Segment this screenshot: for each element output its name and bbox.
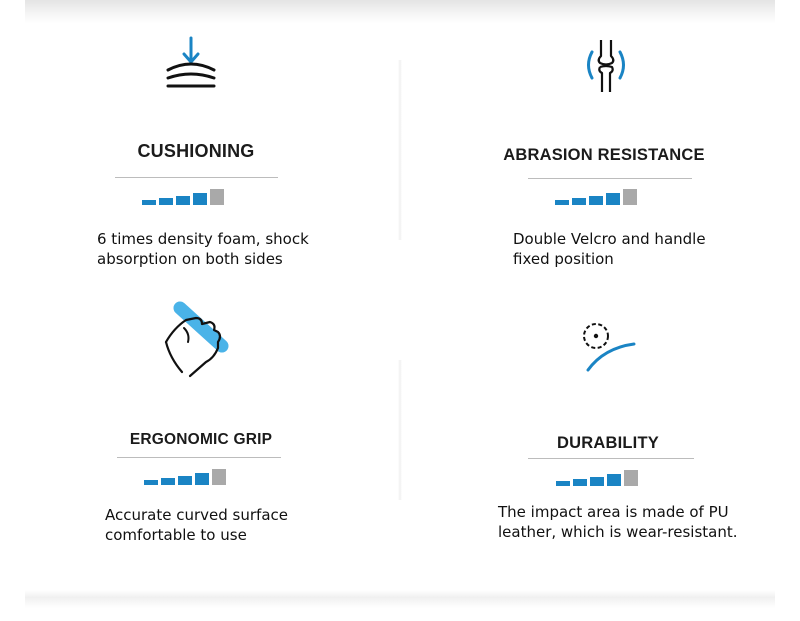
column-divider-bottom bbox=[398, 360, 402, 500]
rating-segment bbox=[144, 480, 158, 485]
rating-segment bbox=[193, 193, 207, 205]
rating-bar bbox=[555, 189, 637, 205]
bottom-shadow bbox=[25, 590, 775, 608]
description-line: 6 times density foam, shock bbox=[97, 230, 309, 248]
rating-segment bbox=[176, 196, 190, 205]
feature-description bbox=[105, 505, 288, 545]
description-line: comfortable to use bbox=[105, 526, 247, 544]
feature-title: CUSHIONING bbox=[137, 141, 255, 161]
description-line: absorption on both sides bbox=[97, 250, 283, 268]
joint-protection-icon bbox=[583, 36, 629, 94]
description-line: fixed position bbox=[513, 250, 614, 268]
feature-description bbox=[513, 229, 706, 269]
hand-grip-icon bbox=[160, 298, 232, 382]
rating-segment bbox=[178, 476, 192, 485]
rating-segment bbox=[572, 198, 586, 205]
top-shadow bbox=[25, 0, 775, 24]
rating-segment bbox=[623, 189, 637, 205]
rating-segment bbox=[195, 473, 209, 485]
feature-description bbox=[498, 502, 738, 542]
rating-bar bbox=[144, 469, 226, 485]
title-underline bbox=[117, 457, 281, 458]
description-line: Double Velcro and handle bbox=[513, 230, 706, 248]
rating-segment bbox=[556, 481, 570, 486]
rating-bar bbox=[556, 470, 638, 486]
feature-title: DURABILITY bbox=[557, 434, 659, 452]
description-line: leather, which is wear-resistant. bbox=[498, 523, 738, 541]
rating-segment bbox=[624, 470, 638, 486]
rating-segment bbox=[607, 474, 621, 486]
rating-segment bbox=[589, 196, 603, 205]
durability-impact-icon bbox=[578, 318, 638, 374]
rating-segment bbox=[590, 477, 604, 486]
column-divider-top bbox=[398, 60, 402, 240]
rating-segment bbox=[161, 478, 175, 485]
feature-title: ABRASION RESISTANCE bbox=[503, 146, 705, 164]
cushion-compression-icon bbox=[160, 36, 222, 92]
title-underline bbox=[115, 177, 278, 178]
rating-segment bbox=[555, 200, 569, 205]
rating-segment bbox=[210, 189, 224, 205]
rating-segment bbox=[159, 198, 173, 205]
feature-description bbox=[97, 229, 309, 269]
rating-segment bbox=[606, 193, 620, 205]
rating-bar bbox=[142, 189, 224, 205]
title-underline bbox=[528, 458, 694, 459]
description-line: The impact area is made of PU bbox=[498, 503, 729, 521]
rating-segment bbox=[573, 479, 587, 486]
description-line: Accurate curved surface bbox=[105, 506, 288, 524]
title-underline bbox=[528, 178, 692, 179]
rating-segment bbox=[212, 469, 226, 485]
feature-title: ERGONOMIC GRIP bbox=[129, 431, 273, 448]
rating-segment bbox=[142, 200, 156, 205]
